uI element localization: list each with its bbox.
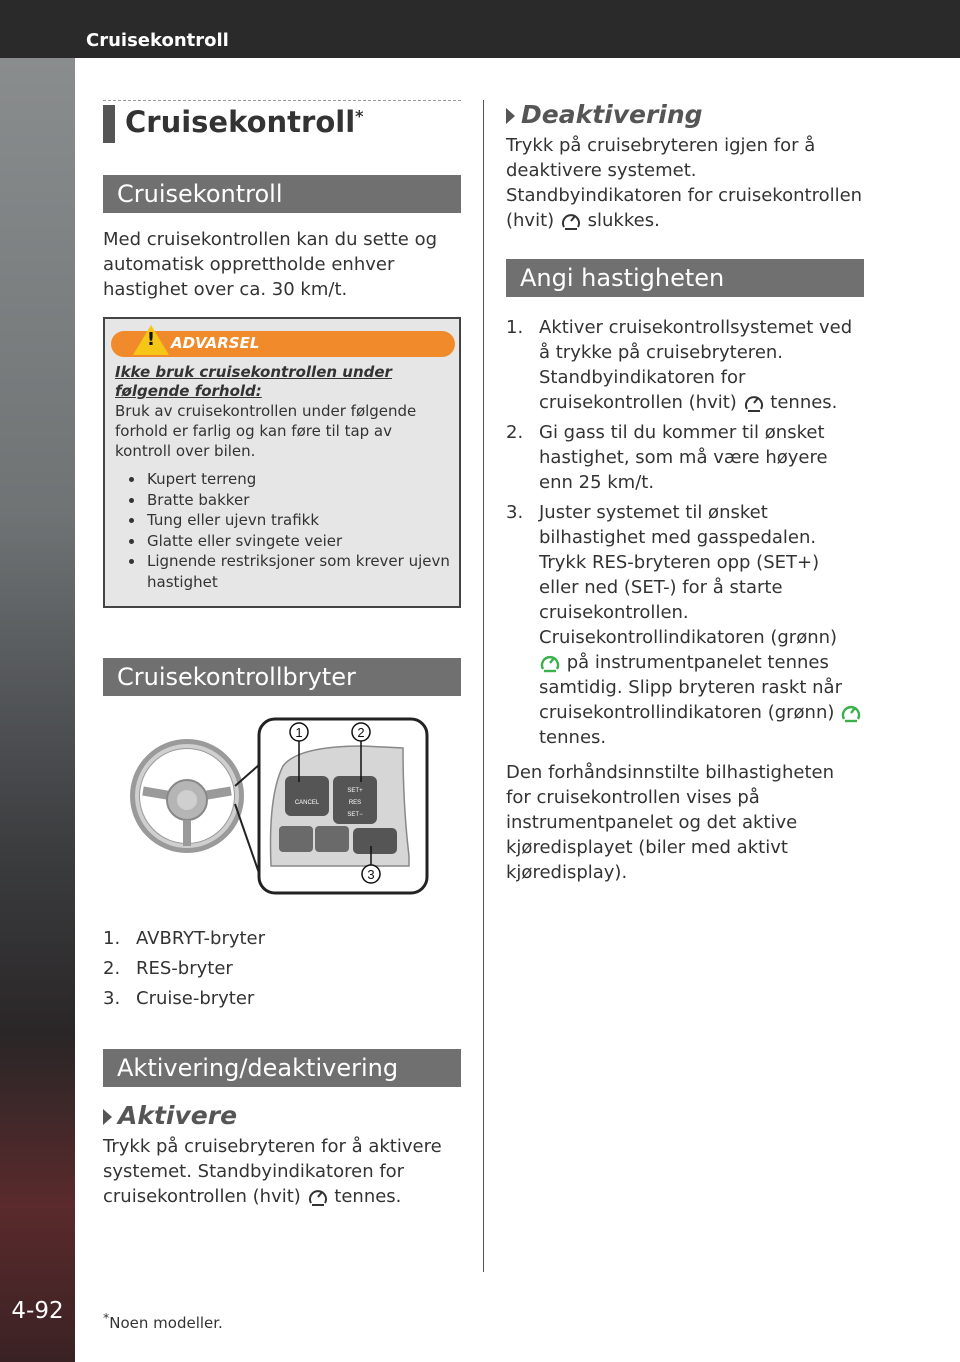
svg-text:CANCEL: CANCEL xyxy=(294,800,320,806)
cruise-active-icon xyxy=(840,702,862,724)
column-divider xyxy=(483,100,484,1272)
list-item: 1. Aktiver cruisekontrollsystemet ved å trykke på cruisebryteren. Standbyindikatoren for cruisekontrollen (hvit) tennes. xyxy=(506,317,853,413)
list-item: 2. Gi gass til du kommer til ønsket hastighet, som må være høyere enn 25 km/t. xyxy=(506,422,828,493)
chevron-right-icon xyxy=(103,1109,112,1125)
set-speed-steps xyxy=(506,315,864,750)
section-heading-switch: Cruisekontrollbryter xyxy=(103,658,461,696)
cruise-button[interactable] xyxy=(353,828,397,854)
svg-text:1: 1 xyxy=(295,725,303,740)
svg-text:RES: RES xyxy=(348,800,362,806)
warning-body: Bruk av cruisekontrollen under følgende forhold er farlig og kan føre til tap av kontroll over bilen. xyxy=(115,402,417,460)
header-bar xyxy=(0,0,960,58)
intro-text: Med cruisekontrollen kan du sette og automatisk opprettholde enhver hastighet over ca. 30 km/t. xyxy=(103,229,438,300)
title-accent-bar xyxy=(103,105,115,143)
list-item: 3. Juster systemet til ønsket bilhastighet med gasspedalen. Trykk RES-bryteren opp (SET+) eller ned (SET-) for å starte cruisekontrollen. Cruisekontrollindikatoren (grønn) på instrumentpanelet tennes samtidig. Slipp bryteren raskt når cruisekontrollindikatoren (grønn) tennes. xyxy=(506,500,864,750)
footnote: *Noen modeller. xyxy=(103,1310,223,1332)
sidebar-photo-strip xyxy=(0,58,75,1362)
cruise-standby-icon xyxy=(560,210,582,232)
chevron-right-icon xyxy=(506,108,515,124)
page-number: 4-92 xyxy=(11,1298,64,1324)
header-title: Cruisekontroll xyxy=(86,30,229,51)
warning-title: Ikke bruk cruisekontrollen under følgende forhold: xyxy=(115,363,392,400)
svg-text:SET−: SET− xyxy=(347,812,363,818)
list-item: 3. Cruise-bryter xyxy=(103,988,255,1009)
set-speed-outro: Den forhåndsinnstilte bilhastigheten for cruisekontrollen vises på instrumentpanelet og det aktive kjøredisplayet (biler med aktivt kjøredisplay). xyxy=(506,762,835,883)
warning-header: ! ADVARSEL xyxy=(111,331,455,357)
steering-wheel-figure xyxy=(103,716,461,906)
list-item: • Glatte eller svingete veier xyxy=(145,531,459,552)
subheading-deactivate: Deaktivering xyxy=(506,100,864,129)
warning-label: ADVARSEL xyxy=(171,334,260,352)
section-heading-cruisekontroll: Cruisekontroll xyxy=(103,175,461,213)
svg-text:3: 3 xyxy=(367,867,375,882)
svg-text:SET+: SET+ xyxy=(347,788,363,794)
section-heading-set-speed: Angi hastigheten xyxy=(506,259,864,297)
svg-text:2: 2 xyxy=(357,725,365,740)
right-column xyxy=(506,100,864,885)
section-heading-activation: Aktivering/deaktivering xyxy=(103,1049,461,1087)
cruise-active-icon xyxy=(539,652,561,674)
activate-text: Trykk på cruisebryteren for å aktivere systemet. Standbyindikatoren for cruisekontrollen (hvit) tennes. xyxy=(103,1136,442,1207)
left-column xyxy=(103,100,461,1209)
switch-legend-list xyxy=(103,926,461,1011)
warning-list xyxy=(105,469,459,592)
warning-box xyxy=(103,317,461,608)
title-marker: * xyxy=(355,106,364,126)
list-item: • Tung eller ujevn trafikk xyxy=(145,510,459,531)
steering-wheel-illustration xyxy=(135,744,260,876)
list-item: • Kupert terreng xyxy=(145,469,459,490)
main-title-row xyxy=(103,100,461,147)
list-item: 2. RES-bryter xyxy=(103,958,233,979)
list-item: • Lignende restriksjoner som krever ujevn hastighet xyxy=(145,551,459,592)
deactivate-text: Trykk på cruisebryteren igjen for å deaktivere systemet. Standbyindikatoren for cruisekontrollen (hvit) slukkes. xyxy=(506,135,863,231)
subheading-activate: Aktivere xyxy=(103,1101,461,1130)
cruise-standby-icon xyxy=(307,1186,329,1208)
cancel-button[interactable] xyxy=(285,776,329,816)
list-item: • Bratte bakker xyxy=(145,490,459,511)
page-title: Cruisekontroll* xyxy=(125,105,364,139)
list-item: 1. AVBRYT-bryter xyxy=(103,928,266,949)
cruise-standby-icon xyxy=(743,392,765,414)
